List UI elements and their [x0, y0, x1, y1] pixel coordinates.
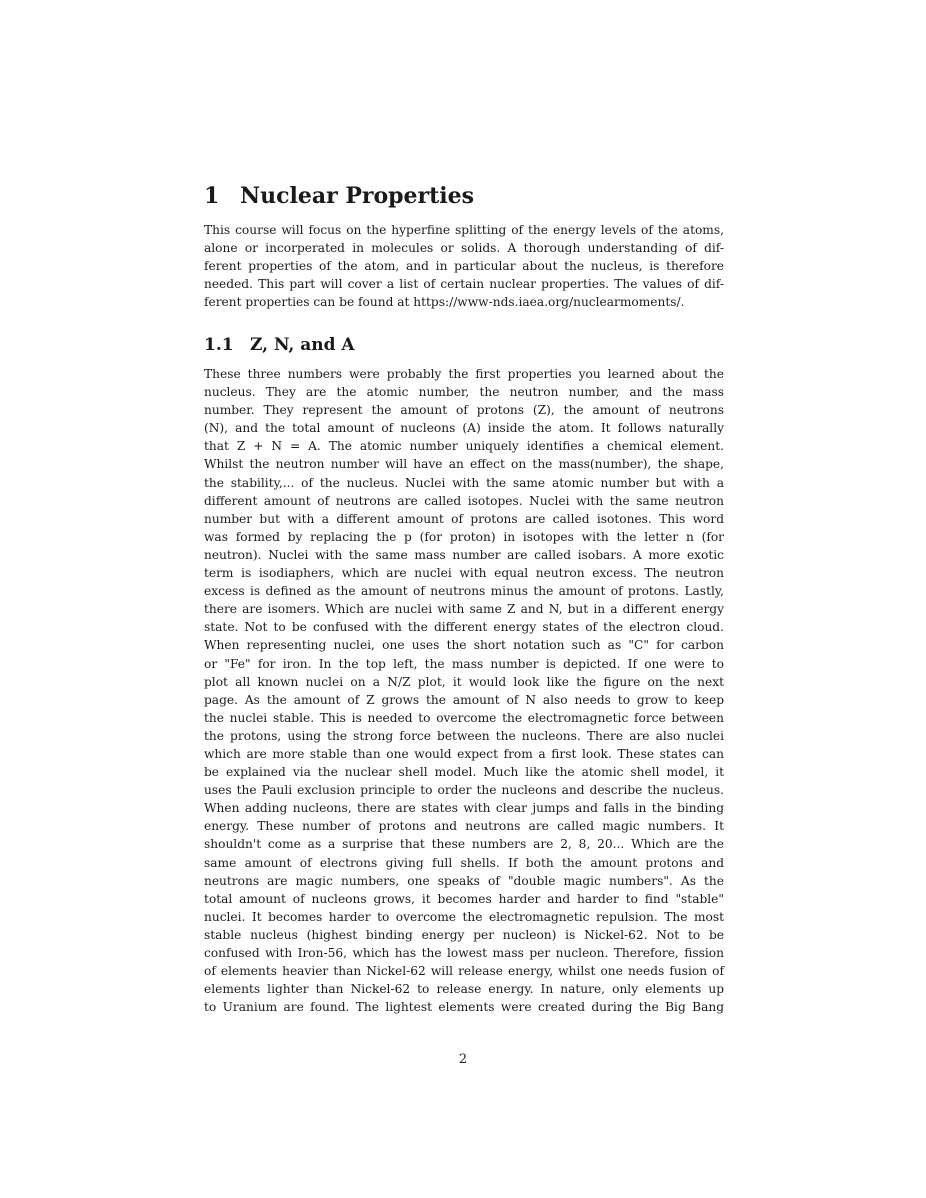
- text-line: page. As the amount of Z grows the amount of N also needs to grow to keep: [204, 692, 724, 707]
- text-line: stable nucleus (highest binding energy per nucleon) is Nickel-62. Not to be: [204, 927, 724, 942]
- text-line: (N), and the total amount of nucleons (A) inside the atom. It follows naturally: [204, 421, 724, 436]
- text-line: Whilst the neutron number will have an effect on the mass(number), the shape,: [204, 457, 724, 472]
- text-line: nuclei. It becomes harder to overcome the electromagnetic repulsion. The most: [204, 909, 724, 924]
- text-line: When adding nucleons, there are states with clear jumps and falls in the binding: [204, 801, 724, 816]
- text-line: needed. This part will cover a list of certain nuclear properties. The values of dif-: [204, 277, 724, 292]
- text-line: ferent properties can be found at https://www-nds.iaea.org/nuclearmoments/.: [204, 295, 685, 310]
- subsection-number: 1.1: [204, 335, 234, 355]
- text-line: same amount of electrons giving full shells. If both the amount protons and: [204, 855, 724, 870]
- text-line: energy. These number of protons and neutrons are called magic numbers. It: [204, 819, 724, 834]
- subsection-title: Z, N, and A: [250, 335, 355, 355]
- page-number: 2: [458, 1052, 468, 1067]
- text-line: term is isodiaphers, which are nuclei with equal neutron excess. The neutron: [204, 566, 724, 581]
- text-line: This course will focus on the hyperfine splitting of the energy levels of the atoms,: [204, 223, 724, 237]
- text-line: of elements heavier than Nickel-62 will release energy, whilst one needs fusion of: [204, 964, 724, 979]
- text-line: alone or incorperated in molecules or solids. A thorough understanding of dif-: [204, 241, 724, 256]
- intro-paragraph: [204, 221, 724, 311]
- text-line: the nuclei stable. This is needed to overcome the electromagnetic force between: [204, 710, 724, 725]
- text-line: neutrons are magic numbers, one speaks of "double magic numbers". As the: [204, 873, 724, 888]
- text-line: plot all known nuclei on a N/Z plot, it would look like the figure on the next: [204, 674, 724, 689]
- section-number: 1: [204, 183, 220, 209]
- text-line: elements lighter than Nickel-62 to release energy. In nature, only elements up: [204, 982, 724, 997]
- text-line: number. They represent the amount of protons (Z), the amount of neutrons: [204, 403, 724, 418]
- text-line: confused with Iron-56, which has the lowest mass per nucleon. Therefore, fission: [204, 946, 724, 960]
- text-line: or "Fe" for iron. In the top left, the mass number is depicted. If one were to: [204, 656, 724, 671]
- text-line: to Uranium are found. The lightest elements were created during the Big Bang: [204, 1000, 724, 1015]
- text-line: be explained via the nuclear shell model. Much like the atomic shell model, it: [204, 765, 724, 780]
- text-line: the stability,... of the nucleus. Nuclei with the same atomic number but with a: [204, 475, 724, 490]
- text-line: These three numbers were probably the first properties you learned about the: [204, 367, 724, 381]
- text-line: neutron). Nuclei with the same mass number are called isobars. A more exotic: [204, 547, 724, 562]
- text-line: state. Not to be confused with the different energy states of the electron cloud.: [204, 620, 724, 635]
- section-heading: [204, 183, 474, 209]
- text-line: there are isomers. Which are nuclei with same Z and N, but in a different energy: [204, 602, 724, 617]
- subsection-heading: [204, 335, 355, 355]
- text-line: ferent properties of the atom, and in particular about the nucleus, is therefore: [204, 259, 724, 274]
- text-line: the protons, using the strong force between the nucleons. There are also nuclei: [204, 728, 724, 743]
- text-line: total amount of nucleons grows, it becomes harder and harder to find "stable": [204, 891, 724, 906]
- text-line: When representing nuclei, one uses the short notation such as "C" for carbon: [204, 638, 724, 653]
- text-line: different amount of neutrons are called isotopes. Nuclei with the same neutron: [204, 493, 724, 508]
- text-line: number but with a different amount of protons are called isotones. This word: [204, 511, 724, 526]
- body-paragraph: [204, 365, 724, 1016]
- section-title: Nuclear Properties: [240, 183, 475, 209]
- text-line: that Z + N = A. The atomic number uniquely identifies a chemical element.: [204, 439, 724, 454]
- text-line: was formed by replacing the p (for proton) in isotopes with the letter n (for: [204, 529, 724, 544]
- text-line: shouldn't come as a surprise that these numbers are 2, 8, 20... Which are the: [204, 837, 724, 852]
- text-line: which are more stable than one would expect from a first look. These states can: [204, 746, 724, 761]
- text-line: uses the Pauli exclusion principle to order the nucleons and describe the nucleus.: [204, 783, 724, 798]
- text-line: excess is defined as the amount of neutrons minus the amount of protons. Lastly,: [204, 584, 724, 599]
- text-line: nucleus. They are the atomic number, the neutron number, and the mass: [204, 385, 724, 400]
